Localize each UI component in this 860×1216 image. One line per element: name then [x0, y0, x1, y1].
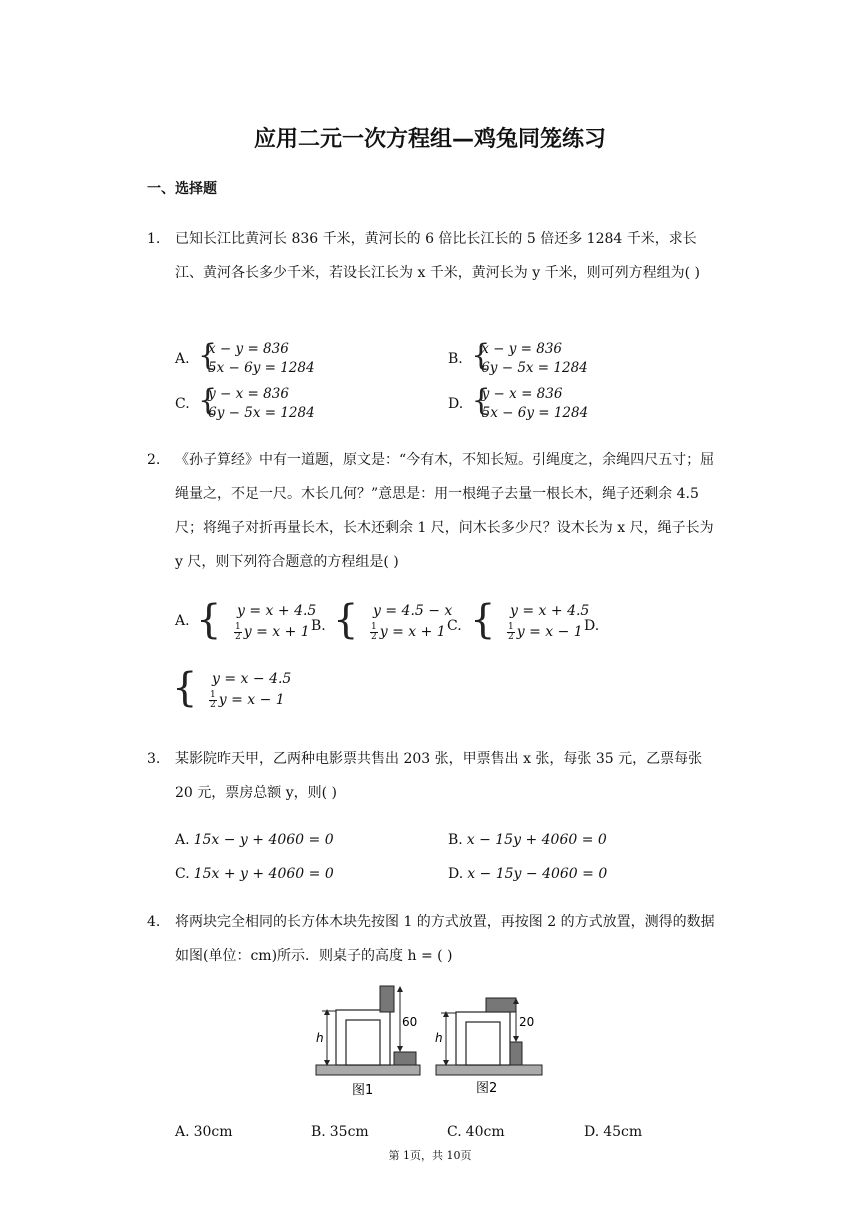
q1-option-a[interactable] [175, 340, 315, 378]
question-number: 4. [147, 914, 161, 930]
option-label: A. [175, 613, 190, 629]
equation-line: y = x − 4.5 [212, 671, 292, 687]
equation-line: 6y − 5x = 1284 [208, 405, 315, 421]
option-label: A. [175, 1124, 190, 1140]
q2-option-d[interactable] [584, 618, 603, 634]
page-footer: 第 1页，共 10页 [388, 1149, 472, 1162]
equation-line: 5x − 6y = 1284 [208, 360, 315, 376]
equation-line: $\frac{1}{2}$ y = x + 1 [371, 621, 446, 642]
option-value: 35cm [329, 1124, 369, 1140]
equation-line: 6y − 5x = 1284 [481, 360, 588, 376]
h-label: h [316, 1031, 324, 1045]
option-label: C. [447, 618, 462, 634]
question-number: 1. [147, 231, 161, 247]
q4-option-a[interactable] [175, 1124, 233, 1140]
q2-option-a-equations [234, 601, 316, 643]
brace: { [470, 597, 496, 643]
equation-line: y − x = 836 [208, 386, 289, 402]
equation-line: $\frac{1}{2}$ y = x − 1 [210, 689, 285, 710]
option-label: A. [175, 832, 190, 848]
fig1-value: 60 [402, 1015, 418, 1029]
brace: { [333, 597, 359, 643]
question-text: 将两块完全相同的长方体木块先按图 1 的方式放置，再按图 2 的方式放置，测得的数据如图(单位：cm)所示．则桌子的高度 h = ( ) [175, 914, 715, 964]
option-label: B. [311, 618, 326, 634]
option-expression: 15x − y + 4060 = 0 [193, 832, 334, 848]
option-value: 45cm [603, 1124, 643, 1140]
q3-option-c[interactable] [175, 866, 334, 882]
option-value: 40cm [465, 1124, 505, 1140]
q3-option-d[interactable] [448, 866, 607, 882]
question-2 [147, 443, 717, 579]
option-label: D. [448, 396, 464, 412]
option-label: B. [448, 351, 463, 367]
question-text: 已知长江比黄河长 836 千米，黄河长的 6 倍比长江长的 5 倍还多 1284 千米，求长江、黄河各长多少千米，若设长江长为 x 千米，黄河长为 y 千米，则可列方程组为( ) [175, 231, 700, 281]
equation-system: { y − x = 836 5x − 6y = 1284 [471, 383, 589, 421]
option-label: B. [448, 832, 463, 848]
q4-figure [310, 980, 550, 1105]
q3-option-a[interactable] [175, 832, 334, 848]
question-number: 2. [147, 452, 161, 468]
fig2-caption: 图2 [476, 1081, 498, 1096]
q2-option-a[interactable] [175, 605, 194, 629]
option-label: D. [584, 618, 600, 634]
equation-line: $\frac{1}{2}$ y = x + 1 [235, 621, 310, 642]
q4-option-b[interactable] [311, 1124, 369, 1140]
question-1 [147, 222, 717, 290]
equation-line: x − y = 836 [481, 341, 562, 357]
question-3 [147, 742, 717, 810]
q4-option-c[interactable] [447, 1124, 505, 1140]
equation-line: x − y = 836 [208, 341, 289, 357]
h-label: h [435, 1031, 443, 1045]
option-label: D. [448, 866, 464, 882]
equation-line: y = 4.5 − x [373, 603, 453, 619]
option-label: B. [311, 1124, 326, 1140]
question-number: 3. [147, 751, 161, 767]
brace: { [196, 597, 222, 643]
equation-system: { y − x = 836 6y − 5x = 1284 [198, 383, 315, 421]
equation-system: { x − y = 836 6y − 5x = 1284 [471, 338, 588, 376]
option-label: D. [584, 1124, 600, 1140]
equation-line: y = x + 4.5 [510, 603, 590, 619]
option-label: A. [175, 351, 190, 367]
question-text: 某影院昨天甲，乙两种电影票共售出 203 张，甲票售出 x 张，每张 35 元，乙票每张 20 元，票房总额 y，则( ) [175, 751, 703, 801]
figure-1 [316, 986, 420, 1098]
q3-option-b[interactable] [448, 832, 607, 848]
option-value: 30cm [193, 1124, 233, 1140]
equation-line: y − x = 836 [481, 386, 563, 402]
equation-line: y = x + 4.5 [237, 603, 317, 619]
q2-option-b-equations [370, 601, 452, 643]
q1-option-c[interactable] [175, 385, 315, 423]
fig2-value: 20 [519, 1015, 535, 1029]
option-label: C. [447, 1124, 462, 1140]
q2-option-b[interactable] [311, 618, 330, 634]
option-label: C. [175, 866, 190, 882]
q1-option-b[interactable] [448, 340, 588, 378]
option-expression: 15x + y + 4060 = 0 [193, 866, 334, 882]
q2-option-c-equations [507, 601, 589, 643]
option-expression: x − 15y − 4060 = 0 [467, 866, 608, 882]
q4-option-d[interactable] [584, 1124, 642, 1140]
q2-option-c[interactable] [447, 618, 466, 634]
option-expression: x − 15y + 4060 = 0 [466, 832, 607, 848]
fig1-caption: 图1 [352, 1083, 374, 1098]
page-title: 应用二元一次方程组—鸡兔同笼练习 [253, 127, 606, 152]
option-label: C. [175, 396, 190, 412]
equation-line: 5x − 6y = 1284 [481, 405, 589, 421]
equation-system: { x − y = 836 5x − 6y = 1284 [198, 338, 315, 376]
brace: { [172, 665, 198, 711]
question-text: 《孙子算经》中有一道题，原文是：“今有木，不知长短。引绳度之，余绳四尺五寸；屈绳量之，不足一尺。木长几何？”意思是：用一根绳子去量一根长木，绳子还剩余 4.5 尺；将绳子对折再量长木，长木还剩余 1 尺，问木长多少尺？设木长为 x 尺，绳子长为 y 尺，则下列符合题意的方程组是( ) [175, 452, 715, 570]
figure-2 [435, 998, 542, 1096]
q1-option-d[interactable] [448, 385, 588, 423]
equation-line: $\frac{1}{2}$ y = x − 1 [508, 621, 583, 642]
section-heading: 一、选择题 [147, 181, 217, 197]
question-4 [147, 905, 717, 973]
q2-option-d-equations [209, 669, 291, 711]
